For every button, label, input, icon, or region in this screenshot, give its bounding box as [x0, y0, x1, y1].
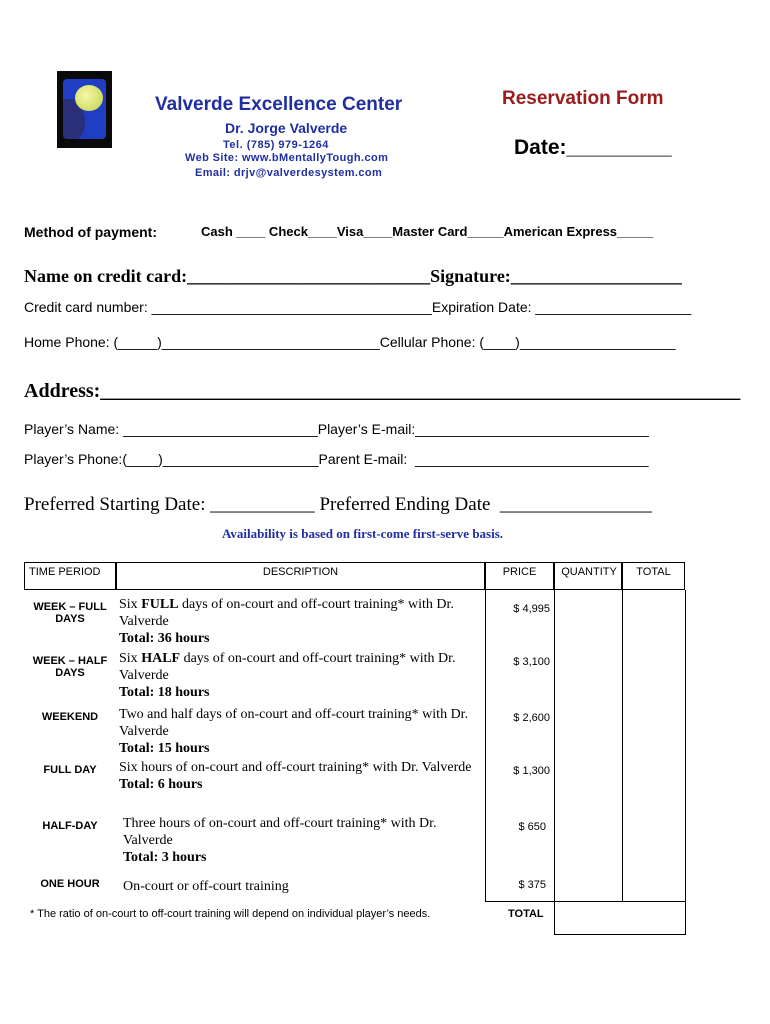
price-weekend: $ 2,600 — [513, 712, 550, 724]
price-one-hour: $ 375 — [518, 879, 546, 891]
doctor-name: Dr. Jorge Valverde — [225, 120, 348, 136]
header-time-period: TIME PERIOD — [24, 562, 116, 590]
date-field[interactable]: Date:_________ — [514, 136, 672, 159]
availability-note: Availability is based on first-come first-serve basis. — [222, 526, 504, 541]
period-one-hour: ONE HOUR — [40, 878, 100, 890]
description-week-full: Six FULL days of on-court and off-court training* with Dr. Valverde Total: 36 hours — [119, 597, 454, 646]
total-column-right-border — [685, 590, 686, 935]
price-week-half: $ 3,100 — [513, 656, 550, 668]
email: Email: drjv@valverdesystem.com — [195, 167, 383, 179]
header-total: TOTAL — [622, 562, 685, 590]
grand-total-label: TOTAL — [508, 908, 544, 920]
preferred-dates-field[interactable]: Preferred Starting Date: ___________ Preferred Ending Date ________________ — [24, 494, 652, 515]
description-one-hour: On-court or off-court training — [123, 879, 289, 894]
grand-total-box-bottom — [554, 934, 685, 935]
period-full-day: FULL DAY — [43, 764, 97, 776]
form-title: Reservation Form — [502, 88, 664, 109]
payment-label: Method of payment: — [24, 224, 157, 240]
header-description: DESCRIPTION — [116, 562, 485, 590]
telephone: Tel. (785) 979-1264 — [223, 139, 329, 151]
footnote: * The ratio of on-court to off-court training will depend on individual player’s needs. — [30, 908, 431, 920]
address-field[interactable]: Address:________________________________________________________________ — [24, 380, 741, 402]
website: Web Site: www.bMentallyTough.com — [185, 152, 389, 164]
price-column-divider — [485, 590, 486, 902]
player-name-field[interactable]: Player’s Name: _________________________Player’s E-mail:______________________________ — [24, 421, 649, 437]
phone-fields[interactable]: Home Phone: (_____)____________________________Cellular Phone: (____)____________________ — [24, 334, 676, 350]
credit-card-name-field[interactable]: Name on credit card:___________________________Signature:___________________ — [24, 266, 682, 286]
credit-card-number-field[interactable]: Credit card number: ____________________________________Expiration Date: ____________________ — [24, 299, 692, 315]
description-weekend: Two and half days of on-court and off-court training* with Dr. Valverde Total: 15 hours — [119, 707, 469, 756]
quantity-column-right-border — [622, 590, 623, 902]
payment-options[interactable]: Cash ____ Check____Visa____Master Card_____American Express_____ — [201, 224, 654, 239]
center-name: Valverde Excellence Center — [155, 94, 403, 115]
price-week-full: $ 4,995 — [513, 603, 550, 615]
period-weekend: WEEKEND — [41, 711, 99, 723]
price-full-day: $ 1,300 — [513, 765, 550, 777]
table-bottom-border — [485, 901, 685, 902]
header-price: PRICE — [485, 562, 554, 590]
player-phone-field[interactable]: Player’s Phone:(____)____________________Parent E-mail: ______________________________ — [24, 451, 649, 467]
description-week-half: Six HALF days of on-court and off-court training* with Dr. Valverde Total: 18 hours — [119, 651, 456, 700]
header-quantity: QUANTITY — [554, 562, 622, 590]
period-week-half: WEEK – HALF DAYS — [32, 655, 108, 679]
description-full-day: Six hours of on-court and off-court training* with Dr. Valverde Total: 6 hours — [119, 760, 472, 792]
quantity-column-left-border — [554, 590, 555, 935]
description-half-day: Three hours of on-court and off-court training* with Dr. Valverde Total: 3 hours — [123, 816, 437, 865]
period-week-full: WEEK – FULL DAYS — [33, 601, 107, 625]
period-half-day: HALF-DAY — [42, 820, 98, 832]
price-half-day: $ 650 — [518, 821, 546, 833]
logo — [57, 71, 112, 148]
